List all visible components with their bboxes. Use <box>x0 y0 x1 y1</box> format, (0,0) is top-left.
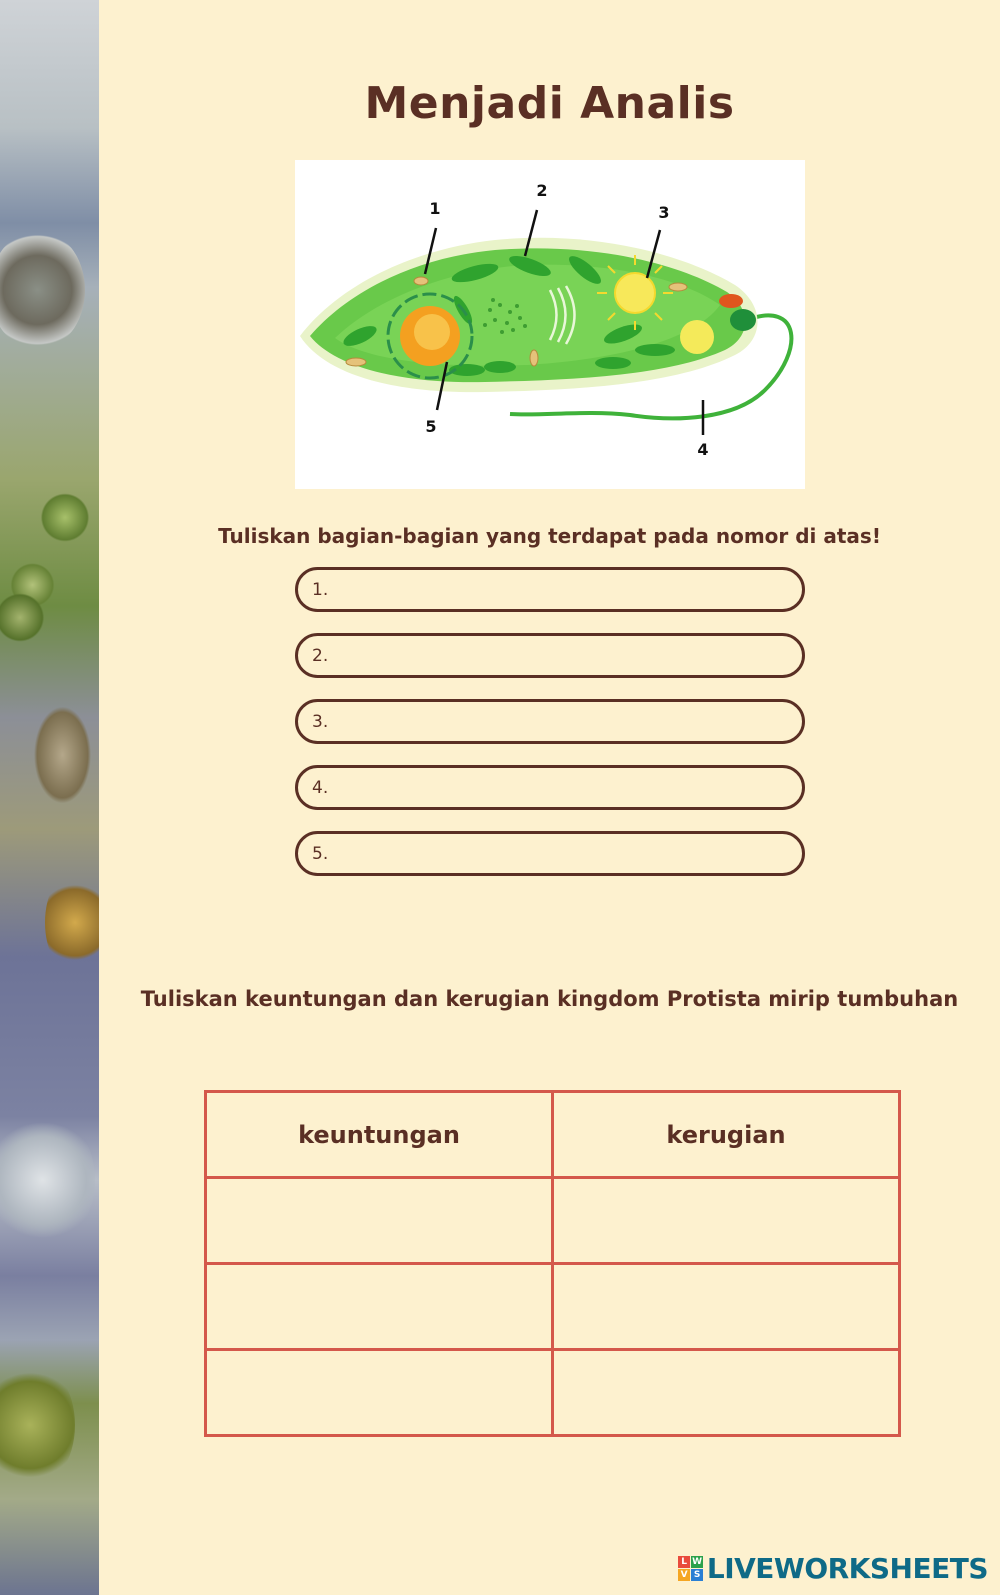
header-keuntungan: keuntungan <box>206 1092 553 1178</box>
answer-field-5[interactable] <box>295 831 805 876</box>
table-row <box>206 1264 900 1350</box>
keuntungan-cell-3[interactable] <box>206 1350 553 1436</box>
answer-prefix-4: 4. <box>312 777 329 798</box>
liveworksheets-mark-icon: L W V S <box>678 1556 703 1581</box>
answer-prefix-2: 2. <box>312 645 329 666</box>
diagram-label-3: 3 <box>658 203 670 222</box>
diagram-label-1: 1 <box>429 199 441 218</box>
instruction-parts: Tuliskan bagian-bagian yang terdapat pada nomor di atas! <box>218 524 881 548</box>
answer-prefix-3: 3. <box>312 711 329 732</box>
answer-prefix-5: 5. <box>312 843 329 864</box>
liveworksheets-brand: LIVEWORKSHEETS <box>706 1552 988 1585</box>
keuntungan-cell-2[interactable] <box>206 1264 553 1350</box>
answer-field-2[interactable] <box>295 633 805 678</box>
answer-field-4[interactable] <box>295 765 805 810</box>
instruction-pros-cons: Tuliskan keuntungan dan kerugian kingdom Protista mirip tumbuhan <box>140 987 959 1011</box>
diagram-label-2: 2 <box>536 181 548 200</box>
liveworksheets-logo <box>678 1552 988 1585</box>
kerugian-cell-2[interactable] <box>553 1264 900 1350</box>
header-kerugian: kerugian <box>553 1092 900 1178</box>
page-title: Menjadi Analis <box>364 78 735 129</box>
pros-cons-table <box>204 1090 901 1437</box>
table-row <box>206 1178 900 1264</box>
keuntungan-cell-1[interactable] <box>206 1178 553 1264</box>
diagram-label-4: 4 <box>697 440 709 459</box>
answer-field-3[interactable] <box>295 699 805 744</box>
kerugian-cell-3[interactable] <box>553 1350 900 1436</box>
answer-prefix-1: 1. <box>312 579 329 600</box>
kerugian-cell-1[interactable] <box>553 1178 900 1264</box>
answer-field-1[interactable] <box>295 567 805 612</box>
table-row <box>206 1350 900 1436</box>
diagram-label-5: 5 <box>425 417 437 436</box>
microscope-photo-strip <box>0 0 99 1595</box>
euglena-diagram <box>295 160 805 489</box>
